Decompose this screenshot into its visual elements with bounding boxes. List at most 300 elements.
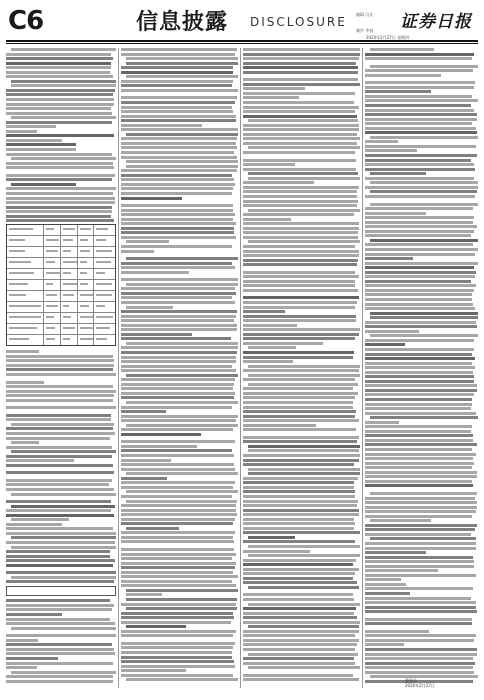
- text-line: [243, 342, 323, 345]
- text-line: [243, 328, 360, 331]
- table-cell: [44, 247, 61, 257]
- text-line: [243, 337, 355, 340]
- text-line: [6, 178, 112, 181]
- text-line: [6, 414, 111, 417]
- text-line: [121, 142, 236, 145]
- text-line: [365, 177, 474, 180]
- text-line: [243, 504, 357, 507]
- text-line: [126, 165, 238, 168]
- text-line: [248, 240, 360, 243]
- text-line: [80, 239, 88, 241]
- text-line: [121, 406, 232, 409]
- text-line: [370, 519, 431, 522]
- table-cell: [7, 247, 44, 257]
- table-row: [7, 302, 115, 313]
- text-line: [365, 443, 477, 446]
- text-line: [243, 639, 359, 642]
- table-cell: [94, 225, 115, 235]
- text-line: [80, 338, 94, 340]
- text-line: [365, 403, 472, 406]
- text-line: [365, 262, 478, 265]
- text-line: [11, 493, 116, 496]
- text-line: [121, 218, 233, 221]
- text-line: [6, 680, 113, 683]
- table-cell: [94, 280, 115, 290]
- text-line: [121, 557, 232, 560]
- text-line: [365, 606, 476, 609]
- text-line: [243, 204, 357, 207]
- text-line: [121, 536, 233, 539]
- text-line: [248, 374, 360, 377]
- text-line: [243, 92, 355, 95]
- text-line: [6, 71, 110, 74]
- text-line: [365, 480, 472, 483]
- text-line: [121, 310, 237, 313]
- text-line: [121, 481, 235, 484]
- text-line: [243, 333, 359, 336]
- text-line: [11, 671, 116, 674]
- text-line: [6, 139, 62, 142]
- text-line: [243, 289, 358, 292]
- text-line: [6, 153, 112, 156]
- text-line: [6, 618, 110, 621]
- text-line: [63, 261, 77, 263]
- text-line: [365, 653, 477, 656]
- text-line: [9, 294, 26, 296]
- text-line: [121, 518, 235, 521]
- text-line: [365, 501, 477, 504]
- text-line: [6, 394, 114, 397]
- text-line: [365, 542, 476, 545]
- text-line: [6, 359, 114, 362]
- text-column-3: [243, 48, 360, 688]
- text-line: [365, 118, 477, 121]
- table-row: [7, 225, 115, 236]
- table-cell: [94, 247, 115, 257]
- text-line: [63, 239, 73, 241]
- text-line: [9, 316, 41, 318]
- issue-date: 2020年2月27日 星期四: [366, 35, 410, 40]
- text-line: [126, 240, 169, 243]
- text-line: [126, 598, 237, 601]
- text-line: [365, 53, 474, 56]
- text-line: [9, 261, 31, 263]
- text-line: [248, 146, 360, 149]
- table-cell: [61, 291, 78, 301]
- text-line: [243, 306, 355, 309]
- text-line: [248, 554, 360, 557]
- text-line: [243, 481, 354, 484]
- text-line: [121, 183, 235, 186]
- text-line: [126, 527, 179, 530]
- text-line: [243, 124, 359, 127]
- disclosure-table: [6, 224, 116, 346]
- text-line: [63, 338, 70, 340]
- text-line: [365, 471, 477, 474]
- text-line: [243, 66, 358, 69]
- text-line: [243, 78, 358, 81]
- text-line: [243, 319, 356, 322]
- text-line: [121, 571, 233, 574]
- text-line: [121, 197, 182, 200]
- page-header: [6, 6, 478, 40]
- text-line: [6, 418, 111, 421]
- text-line: [243, 222, 359, 225]
- text-line: [248, 536, 295, 539]
- text-line: [365, 362, 472, 365]
- text-line: [96, 283, 112, 285]
- text-line: [370, 172, 426, 175]
- text-line: [121, 440, 235, 443]
- text-line: [248, 119, 358, 122]
- text-column-2: [121, 48, 238, 688]
- table-row: [7, 280, 115, 291]
- text-line: [243, 662, 355, 665]
- text-line: [365, 163, 474, 166]
- text-line: [243, 106, 359, 109]
- text-line: [9, 228, 33, 230]
- text-line: [121, 296, 232, 299]
- text-line: [370, 312, 478, 315]
- text-line: [243, 634, 355, 637]
- text-line: [121, 463, 234, 466]
- text-line: [365, 145, 476, 148]
- table-cell: [61, 335, 78, 345]
- text-line: [63, 283, 77, 285]
- table-cell: [94, 302, 115, 312]
- text-line: [121, 209, 233, 212]
- text-line: [80, 250, 90, 252]
- text-line: [365, 565, 474, 568]
- text-line: [126, 593, 162, 596]
- text-line: [365, 639, 474, 642]
- table-cell: [44, 335, 61, 345]
- text-line: [6, 622, 115, 625]
- text-line: [365, 159, 471, 162]
- text-line: [243, 436, 359, 439]
- text-line: [121, 137, 237, 140]
- text-line: [365, 243, 473, 246]
- text-line: [96, 239, 105, 241]
- text-line: [365, 366, 475, 369]
- text-line: [365, 475, 477, 478]
- text-line: [365, 643, 404, 646]
- text-line: [365, 207, 473, 210]
- text-line: [6, 206, 112, 209]
- text-line: [121, 89, 238, 92]
- table-cell: [7, 258, 44, 268]
- text-line: [248, 603, 360, 606]
- table-cell: [61, 269, 78, 279]
- text-line: [243, 616, 357, 619]
- table-row: [7, 258, 115, 269]
- text-line: [80, 228, 92, 230]
- text-line: [365, 574, 476, 577]
- text-line: [6, 62, 111, 65]
- text-line: [6, 555, 110, 558]
- text-line: [6, 427, 113, 430]
- text-line: [243, 396, 355, 399]
- text-line: [121, 250, 154, 253]
- text-line: [121, 445, 197, 448]
- text-line: [80, 272, 88, 274]
- text-line: [6, 488, 114, 491]
- text-line: [6, 608, 112, 611]
- text-line: [126, 257, 238, 260]
- text-line: [365, 466, 472, 469]
- text-line: [365, 339, 474, 342]
- text-line: [243, 195, 357, 198]
- text-line: [243, 254, 359, 257]
- text-line: [370, 203, 478, 206]
- text-line: [121, 96, 237, 99]
- text-line: [243, 62, 356, 65]
- text-line: [370, 316, 478, 319]
- text-line: [121, 360, 236, 363]
- text-line: [126, 472, 238, 475]
- text-line: [80, 305, 89, 307]
- text-line: [243, 128, 359, 131]
- text-line: [365, 393, 474, 396]
- table-cell: [7, 302, 44, 312]
- text-line: [121, 124, 202, 127]
- text-line: [365, 307, 475, 310]
- text-line: [121, 651, 232, 654]
- text-line: [6, 215, 111, 218]
- text-line: [121, 227, 234, 230]
- text-line: [243, 607, 356, 610]
- text-line: [6, 634, 116, 637]
- text-line: [243, 310, 285, 313]
- text-line: [365, 216, 474, 219]
- text-line: [6, 550, 110, 553]
- table-cell: [44, 324, 61, 334]
- text-line: [11, 450, 116, 453]
- text-line: [370, 492, 477, 495]
- table-cell: [61, 302, 78, 312]
- text-line: [365, 234, 471, 237]
- text-line: [243, 301, 357, 304]
- text-line: [243, 563, 353, 566]
- text-line: [63, 228, 75, 230]
- text-line: [6, 134, 114, 137]
- text-line: [6, 112, 112, 115]
- table-cell: [7, 313, 44, 323]
- text-line: [121, 562, 236, 565]
- text-line: [63, 327, 75, 329]
- text-line: [243, 648, 355, 651]
- text-line: [6, 166, 114, 169]
- text-line: [248, 449, 359, 452]
- text-line: [243, 459, 359, 462]
- text-line: [126, 490, 238, 493]
- text-line: [11, 627, 116, 630]
- text-line: [121, 419, 236, 422]
- text-line: [121, 616, 234, 619]
- text-line: [11, 116, 116, 119]
- text-line: [121, 278, 238, 281]
- text-line: [243, 250, 359, 253]
- table-cell: [78, 302, 95, 312]
- signature-org: 董事会: [405, 678, 417, 683]
- text-line: [243, 577, 353, 580]
- text-line: [243, 315, 356, 318]
- text-line: [365, 154, 477, 157]
- text-line: [243, 454, 360, 457]
- text-line: [63, 272, 71, 274]
- text-line: [365, 666, 473, 669]
- text-line: [126, 678, 238, 681]
- text-line: [121, 48, 237, 51]
- table-cell: [61, 280, 78, 290]
- text-line: [243, 410, 356, 413]
- text-line: [370, 65, 478, 68]
- text-line: [121, 337, 231, 340]
- text-line: [365, 484, 473, 487]
- table-cell: [44, 225, 61, 235]
- text-line: [365, 375, 474, 378]
- text-line: [365, 284, 476, 287]
- text-line: [243, 369, 359, 372]
- text-line: [6, 57, 113, 60]
- text-line: [243, 142, 357, 145]
- table-cell: [7, 225, 44, 235]
- text-line: [126, 374, 238, 377]
- text-line: [365, 462, 474, 465]
- text-line: [121, 433, 201, 436]
- text-line: [365, 90, 431, 93]
- text-line: [365, 407, 471, 410]
- text-line: [365, 578, 401, 581]
- text-line: [96, 228, 108, 230]
- text-line: [9, 239, 25, 241]
- text-line: [6, 652, 115, 655]
- text-line: [370, 136, 478, 139]
- text-line: [96, 338, 107, 340]
- text-line: [63, 250, 71, 252]
- text-line: [365, 601, 476, 604]
- text-line: [248, 383, 358, 386]
- text-line: [365, 439, 473, 442]
- text-line: [121, 101, 235, 104]
- text-line: [121, 477, 167, 480]
- text-line: [243, 133, 357, 136]
- text-line: [6, 613, 62, 616]
- text-line: [121, 369, 236, 372]
- text-line: [365, 99, 478, 102]
- text-line: [121, 262, 232, 265]
- text-line: [9, 283, 28, 285]
- table-cell: [78, 225, 95, 235]
- text-line: [6, 471, 114, 474]
- table-row: [7, 324, 115, 335]
- signature-date: 2020年2月27日: [405, 683, 435, 688]
- table-cell: [7, 291, 44, 301]
- text-line: [365, 412, 476, 415]
- text-line: [121, 119, 236, 122]
- text-line: [11, 84, 116, 87]
- table-cell: [94, 335, 115, 345]
- text-line: [121, 513, 237, 516]
- text-line: [121, 665, 235, 668]
- text-line: [121, 365, 232, 368]
- table-cell: [44, 302, 61, 312]
- text-line: [6, 197, 115, 200]
- text-line: [243, 581, 357, 584]
- text-line: [121, 428, 233, 431]
- text-line: [6, 368, 113, 371]
- text-line: [6, 599, 110, 602]
- text-line: [126, 500, 237, 503]
- text-line: [243, 486, 354, 489]
- text-line: [46, 261, 54, 263]
- table-cell: [44, 291, 61, 301]
- text-line: [243, 440, 357, 443]
- text-line: [121, 387, 233, 390]
- text-line: [9, 327, 37, 329]
- section-title-en: DISCLOSURE: [250, 15, 347, 29]
- text-line: [365, 506, 477, 509]
- text-line: [121, 106, 232, 109]
- text-line: [243, 401, 353, 404]
- text-line: [46, 239, 58, 241]
- text-line: [96, 261, 111, 263]
- text-line: [6, 125, 56, 128]
- text-line: [121, 287, 235, 290]
- text-line: [243, 284, 355, 287]
- text-line: [96, 294, 112, 296]
- text-line: [126, 342, 238, 345]
- table-cell: [61, 247, 78, 257]
- text-line: [11, 505, 115, 508]
- text-line: [121, 66, 233, 69]
- text-line: [6, 219, 114, 222]
- table-cell: [7, 236, 44, 246]
- text-line: [6, 523, 62, 526]
- text-line: [365, 104, 471, 107]
- text-line: [365, 113, 477, 116]
- text-line: [121, 192, 232, 195]
- text-line: [6, 385, 113, 388]
- text-line: [243, 509, 359, 512]
- table-row: [7, 291, 115, 302]
- text-line: [121, 319, 234, 322]
- header-rule: [6, 40, 478, 42]
- table-cell: [61, 324, 78, 334]
- text-line: [121, 346, 238, 349]
- text-line: [6, 639, 38, 642]
- text-line: [243, 630, 359, 633]
- text-line: [126, 589, 238, 592]
- text-line: [370, 181, 478, 184]
- text-line: [243, 513, 359, 516]
- text-line: [365, 610, 477, 613]
- text-line: [248, 468, 360, 471]
- text-line: [121, 410, 166, 413]
- table-cell: [94, 236, 115, 246]
- text-line: [6, 662, 113, 665]
- text-line: [248, 445, 360, 448]
- text-line: [121, 575, 238, 578]
- text-line: [243, 621, 360, 624]
- text-line: [121, 454, 234, 457]
- text-line: [243, 406, 353, 409]
- text-line: [248, 472, 360, 475]
- text-line: [370, 416, 478, 419]
- text-line: [365, 634, 476, 637]
- text-line: [243, 495, 355, 498]
- text-line: [365, 528, 475, 531]
